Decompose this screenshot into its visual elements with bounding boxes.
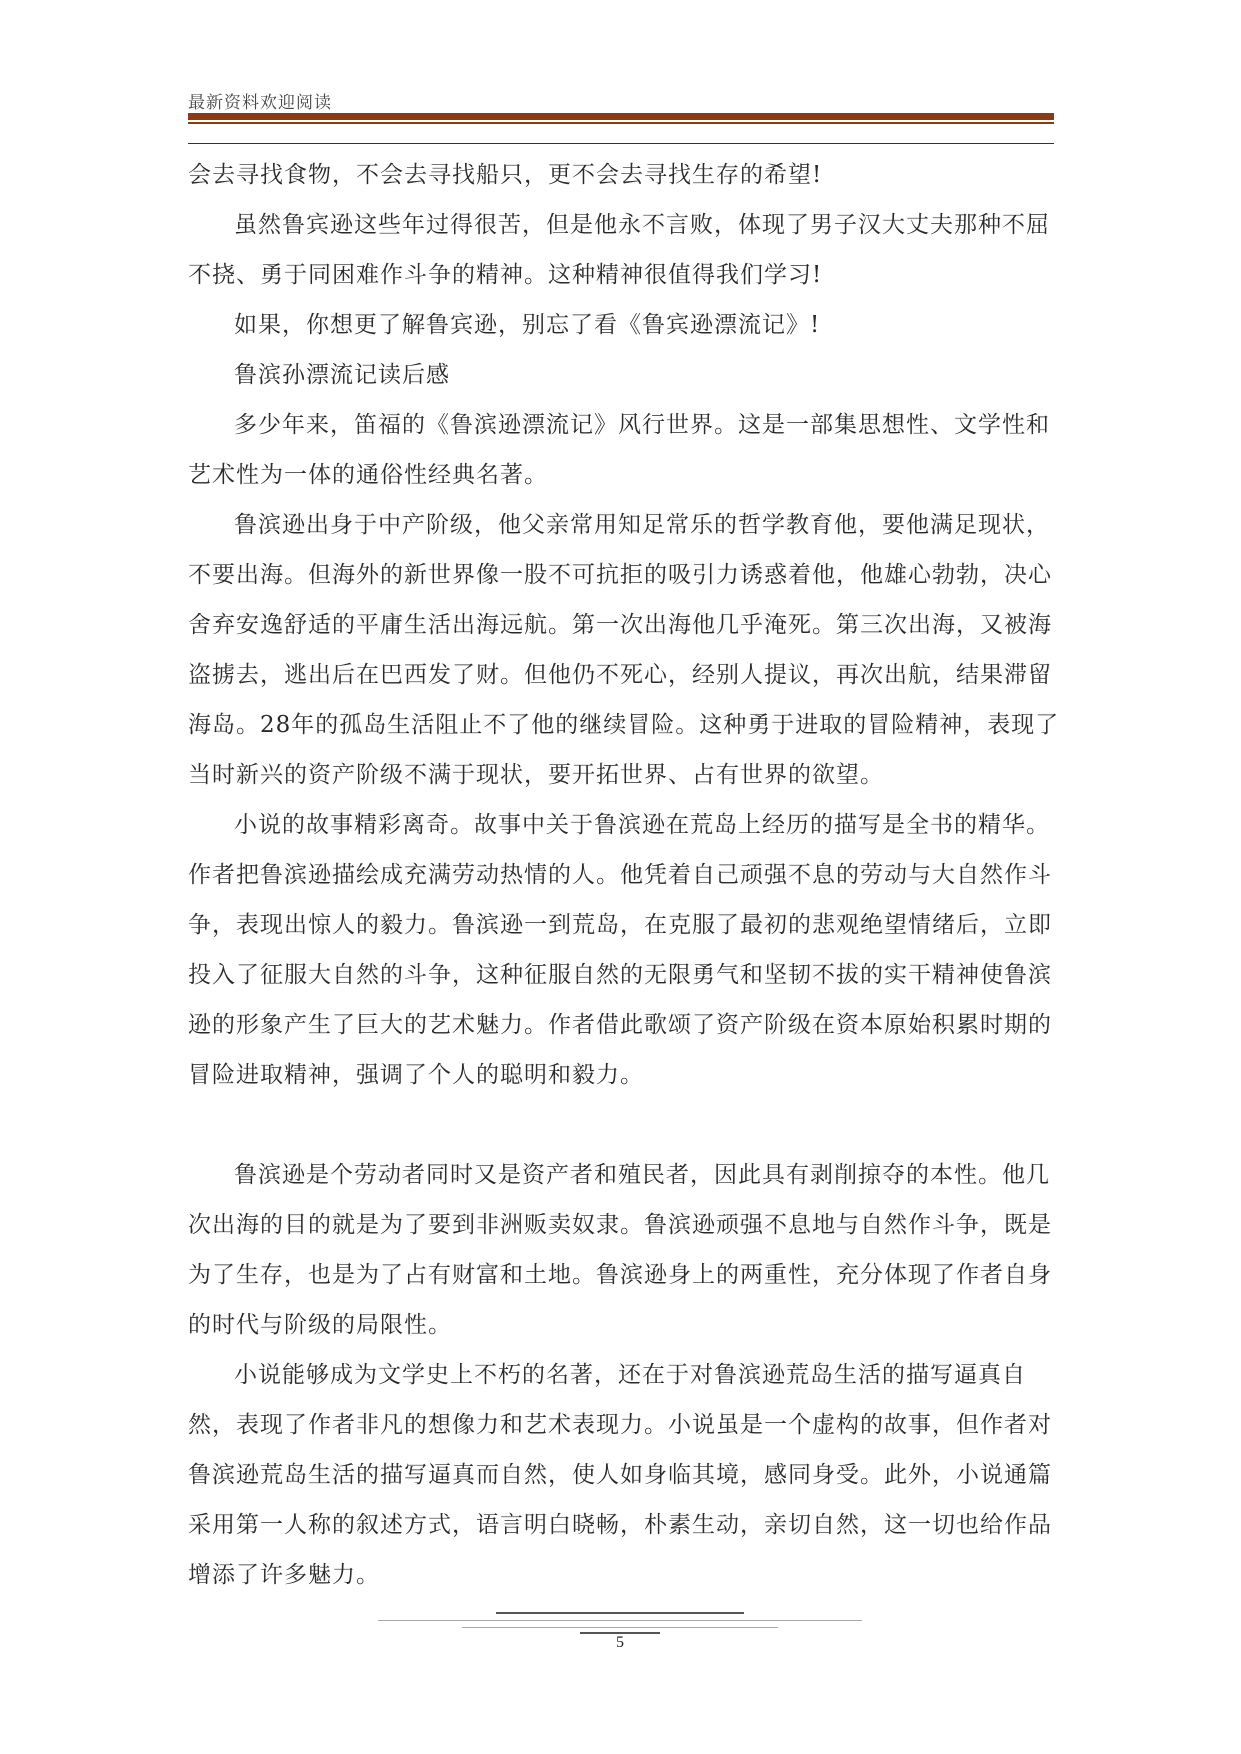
header-rule-bottom: [188, 143, 1054, 144]
header-rule-thin: [188, 122, 1054, 124]
document-body: [188, 150, 1068, 1600]
paragraph: 鲁滨逊出身于中产阶级，他父亲常用知足常乐的哲学教育他，要他满足现状，不要出海。但海外的新世界像一股不可抗拒的吸引力诱惑着他，他雄心勃勃，决心舍弃安逸舒适的平庸生活出海远航。第一次出海他几乎淹死。第三次出海，又被海盗掳去，逃出后在巴西发了财。但他仍不死心，经别人提议，再次出航，结果滞留海岛。28年的孤岛生活阻止不了他的继续冒险。这种勇于进取的冒险精神，表现了当时新兴的资产阶级不满于现状，要开拓世界、占有世界的欲望。: [188, 512, 1060, 788]
paragraph: 小说的故事精彩离奇。故事中关于鲁滨逊在荒岛上经历的描写是全书的精华。作者把鲁滨逊描绘成充满劳动热情的人。他凭着自己顽强不息的劳动与大自然作斗争，表现出惊人的毅力。鲁滨逊一到荒岛，在克服了最初的悲观绝望情绪后，立即投入了征服大自然的斗争，这种征服自然的无限勇气和坚韧不拔的实干精神使鲁滨逊的形象产生了巨大的艺术魅力。作者借此歌颂了资产阶级在资本原始积累时期的冒险进取精神，强调了个人的聪明和毅力。: [188, 812, 1052, 1088]
footer-rule: [462, 1627, 778, 1628]
paragraph: 虽然鲁宾逊这些年过得很苦，但是他永不言败，体现了男子汉大丈夫那种不屈不挠、勇于同困难作斗争的精神。这种精神很值得我们学习!: [188, 212, 1050, 288]
section-title: 鲁滨孙漂流记读后感: [234, 362, 450, 388]
page-header-title: 最新资料欢迎阅读: [188, 93, 332, 113]
paragraph: 如果，你想更了解鲁宾逊，别忘了看《鲁宾逊漂流记》!: [234, 312, 821, 338]
page-number: 5: [616, 1634, 624, 1651]
footer-rule: [378, 1620, 862, 1621]
header-rule-thick: [188, 113, 1054, 120]
paragraph: 小说能够成为文学史上不朽的名著，还在于对鲁滨逊荒岛生活的描写逼真自然，表现了作者非凡的想像力和艺术表现力。小说虽是一个虚构的故事，但作者对鲁滨逊荒岛生活的描写逼真而自然，使人如身临其境，感同身受。此外，小说通篇采用第一人称的叙述方式，语言明白晓畅，朴素生动，亲切自然，这一切也给作品增添了许多魅力。: [188, 1362, 1052, 1588]
paragraph: 鲁滨逊是个劳动者同时又是资产者和殖民者，因此具有剥削掠夺的本性。他几次出海的目的就是为了要到非洲贩卖奴隶。鲁滨逊顽强不息地与自然作斗争，既是为了生存，也是为了占有财富和土地。鲁滨逊身上的两重性，充分体现了作者自身的时代与阶级的局限性。: [188, 1162, 1052, 1338]
paragraph: 会去寻找食物，不会去寻找船只，更不会去寻找生存的希望!: [188, 162, 823, 188]
footer-rule: [496, 1612, 744, 1614]
paragraph: 多少年来，笛福的《鲁滨逊漂流记》风行世界。这是一部集思想性、文学性和艺术性为一体的通俗性经典名著。: [188, 412, 1050, 488]
